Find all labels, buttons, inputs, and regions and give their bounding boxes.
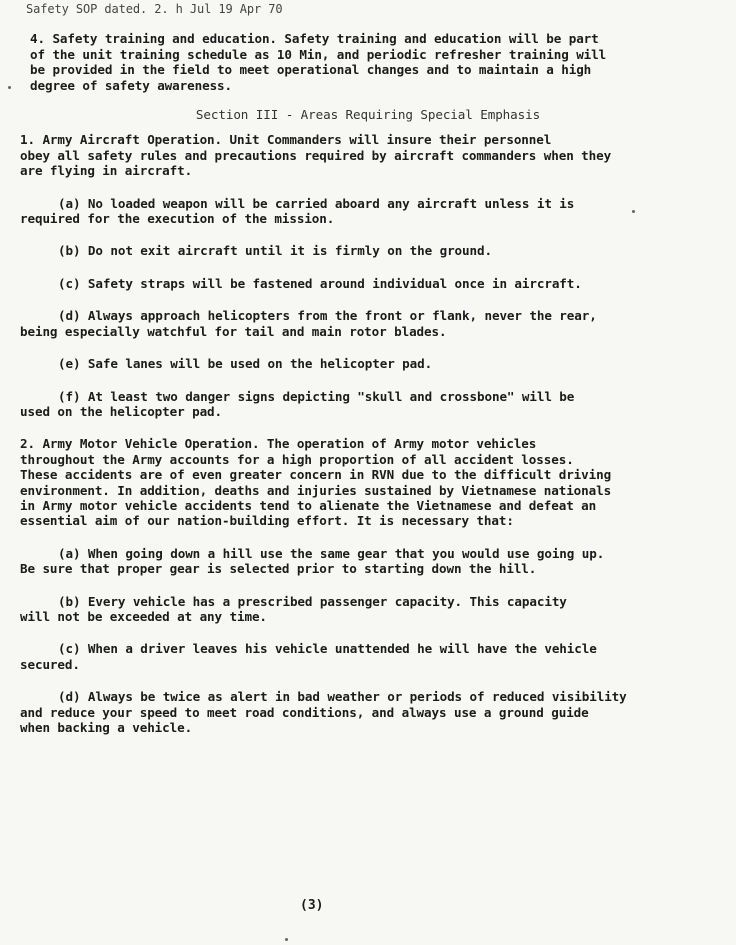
text-line: These accidents are of even greater concern in RVN due to the difficult driving [20,467,612,483]
document-header: Safety SOP dated. 2. h Jul 19 Apr 70 [26,2,283,16]
text-line: secured. [20,656,80,672]
aircraft-item-e [20,356,716,371]
scan-speck [632,210,635,213]
text-line: 1. Army Aircraft Operation. Unit Commanders will insure their personnel [20,132,552,148]
text-line: being especially watchful for tail and main rotor blades. [20,323,447,339]
scan-speck [8,86,11,89]
text-line: (b) Do not exit aircraft until it is firmly on the ground. [58,243,492,259]
text-line: in Army motor vehicle accidents tend to alienate the Vietnamese and defeat an [20,497,597,513]
text-line: and reduce your speed to meet road conditions, and always use a ground guide [20,704,589,720]
aircraft-item-b [20,243,716,258]
paragraph-motor-vehicle [20,436,716,528]
motor-item-b [20,594,716,625]
text-line: essential aim of our nation-building effort. It is necessary that: [20,513,514,529]
motor-item-a [20,546,716,577]
section-title: Section III - Areas Requiring Special Emphasis [195,107,541,123]
scan-speck [285,938,288,941]
aircraft-item-c [20,276,716,291]
text-line: will not be exceeded at any time. [20,608,267,624]
motor-item-d [20,689,716,735]
text-line: used on the helicopter pad. [20,403,223,419]
text-line: throughout the Army accounts for a high proportion of all accident losses. [20,451,574,467]
text-line: (d) Always approach helicopters from the front or flank, never the rear, [58,308,597,324]
aircraft-item-d [20,308,716,339]
text-line: (d) Always be twice as alert in bad weather or periods of reduced visibility [58,689,627,705]
text-line: required for the execution of the mission. [20,211,335,227]
text-line: (e) Safe lanes will be used on the helicopter pad. [58,356,433,372]
text-line: environment. In addition, deaths and injuries sustained by Vietnamese nationals [20,482,612,498]
paragraph-training [20,31,716,93]
aircraft-item-a [20,196,716,227]
text-line: of the unit training schedule as 10 Min, and periodic refresher training will [30,46,607,62]
aircraft-item-f [20,389,716,420]
page-number: (3) [300,898,324,913]
text-line: (c) When a driver leaves his vehicle unattended he will have the vehicle [58,641,597,657]
text-line: (a) When going down a hill use the same gear that you would use going up. [58,545,605,561]
text-line: 2. Army Motor Vehicle Operation. The operation of Army motor vehicles [20,436,537,452]
motor-item-c [20,641,716,672]
text-line: (b) Every vehicle has a prescribed passenger capacity. This capacity [58,593,567,609]
text-line: degree of safety awareness. [30,77,233,93]
text-line: (a) No loaded weapon will be carried aboard any aircraft unless it is [58,195,575,211]
text-line: are flying in aircraft. [20,163,193,179]
text-line: (c) Safety straps will be fastened around individual once in aircraft. [58,275,582,291]
text-line: when backing a vehicle. [20,720,193,735]
paragraph-aircraft [20,132,716,178]
text-line: (f) At least two danger signs depicting "skull and crossbone" will be [58,388,575,404]
text-line: obey all safety rules and precautions required by aircraft commanders when they [20,147,612,163]
text-line: be provided in the field to meet operational changes and to maintain a high [30,62,592,78]
text-line: 4. Safety training and education. Safety training and education will be part [30,31,599,47]
text-line: Be sure that proper gear is selected prior to starting down the hill. [20,561,537,577]
